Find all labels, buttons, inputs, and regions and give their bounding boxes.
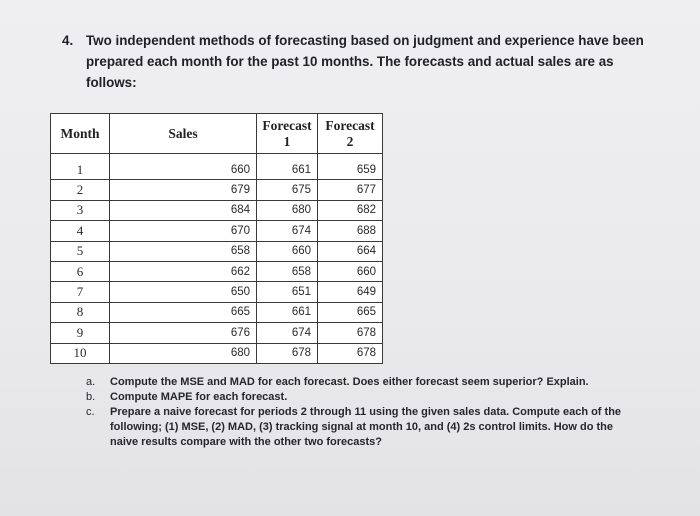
- sales-cell: 658: [110, 241, 257, 261]
- header-forecast-1-label: Forecast: [262, 117, 312, 133]
- table-row: [51, 282, 383, 302]
- month-cell: 1: [51, 154, 110, 180]
- month-cell: 8: [51, 302, 110, 322]
- question-b: [86, 390, 626, 405]
- table-row: [51, 241, 383, 261]
- forecast-2-cell: 682: [318, 200, 383, 220]
- sales-cell: 684: [110, 200, 257, 220]
- question-list: [86, 375, 626, 450]
- forecast-table: [50, 113, 383, 364]
- question-letter: c.: [86, 406, 95, 418]
- question-text: Compute the MSE and MAD for each forecast. Does either forecast seem superior? Explain.: [110, 376, 589, 388]
- table-row: [51, 343, 383, 363]
- forecast-1-cell: 661: [257, 302, 318, 322]
- table-row: [51, 261, 383, 281]
- table-row: [51, 200, 383, 220]
- problem-number: 4.: [62, 33, 74, 48]
- question-letter: a.: [86, 376, 96, 388]
- forecast-2-cell: 659: [318, 154, 383, 180]
- forecast-1-cell: 680: [257, 200, 318, 220]
- question-c: [86, 405, 626, 450]
- forecast-2-cell: 688: [318, 221, 383, 241]
- forecast-2-cell: 649: [318, 282, 383, 302]
- table-body: [51, 154, 383, 364]
- sales-cell: 676: [110, 323, 257, 343]
- sales-cell: 660: [110, 154, 257, 180]
- forecast-1-cell: 674: [257, 221, 318, 241]
- month-cell: 6: [51, 261, 110, 281]
- forecast-2-cell: 678: [318, 323, 383, 343]
- forecast-1-cell: 661: [257, 154, 318, 180]
- sales-cell: 665: [110, 302, 257, 322]
- forecast-2-cell: 677: [318, 180, 383, 200]
- month-cell: 10: [51, 343, 110, 363]
- table-row: [51, 180, 383, 200]
- problem-statement: [62, 30, 662, 93]
- header-forecast-1-number: 1: [283, 133, 291, 149]
- table-row: [51, 221, 383, 241]
- forecast-2-cell: 664: [318, 241, 383, 261]
- forecast-1-cell: 660: [257, 241, 318, 261]
- question-text: Prepare a naive forecast for periods 2 through 11 using the given sales data. Compute each of the following; (1) MSE, (2) MAD, (3) tracking signal at month 10, and (4) 2s control limits. How do the naive results compare with the other two forecasts?: [110, 406, 622, 448]
- header-sales: Sales: [110, 114, 257, 154]
- forecast-2-cell: 678: [318, 343, 383, 363]
- table-header-row: [51, 114, 383, 154]
- header-forecast-2-number: 2: [346, 133, 354, 149]
- month-cell: 9: [51, 323, 110, 343]
- sales-cell: 679: [110, 180, 257, 200]
- sales-cell: 650: [110, 282, 257, 302]
- table-row: [51, 302, 383, 322]
- month-cell: 5: [51, 241, 110, 261]
- forecast-1-cell: 678: [257, 343, 318, 363]
- month-cell: 7: [51, 282, 110, 302]
- forecast-2-cell: 665: [318, 302, 383, 322]
- header-forecast-1: [257, 114, 318, 154]
- month-cell: 3: [51, 200, 110, 220]
- month-cell: 4: [51, 221, 110, 241]
- table-row: [51, 154, 383, 180]
- question-text: Compute MAPE for each forecast.: [110, 391, 288, 403]
- sales-cell: 670: [110, 221, 257, 241]
- problem-text-line1: Two independent methods of forecasting based on judgment and experience have been: [86, 33, 644, 48]
- sales-cell: 662: [110, 261, 257, 281]
- header-month: Month: [51, 114, 110, 154]
- forecast-1-cell: 651: [257, 282, 318, 302]
- problem-text-line2: prepared each month for the past 10 months. The forecasts and actual sales are as follows:: [86, 54, 614, 90]
- forecast-1-cell: 674: [257, 323, 318, 343]
- header-forecast-2-label: Forecast: [325, 117, 375, 133]
- header-forecast-2: [318, 114, 383, 154]
- forecast-2-cell: 660: [318, 261, 383, 281]
- forecast-1-cell: 675: [257, 180, 318, 200]
- sales-cell: 680: [110, 343, 257, 363]
- question-a: [86, 375, 626, 390]
- table-row: [51, 323, 383, 343]
- question-letter: b.: [86, 391, 96, 403]
- forecast-1-cell: 658: [257, 261, 318, 281]
- month-cell: 2: [51, 180, 110, 200]
